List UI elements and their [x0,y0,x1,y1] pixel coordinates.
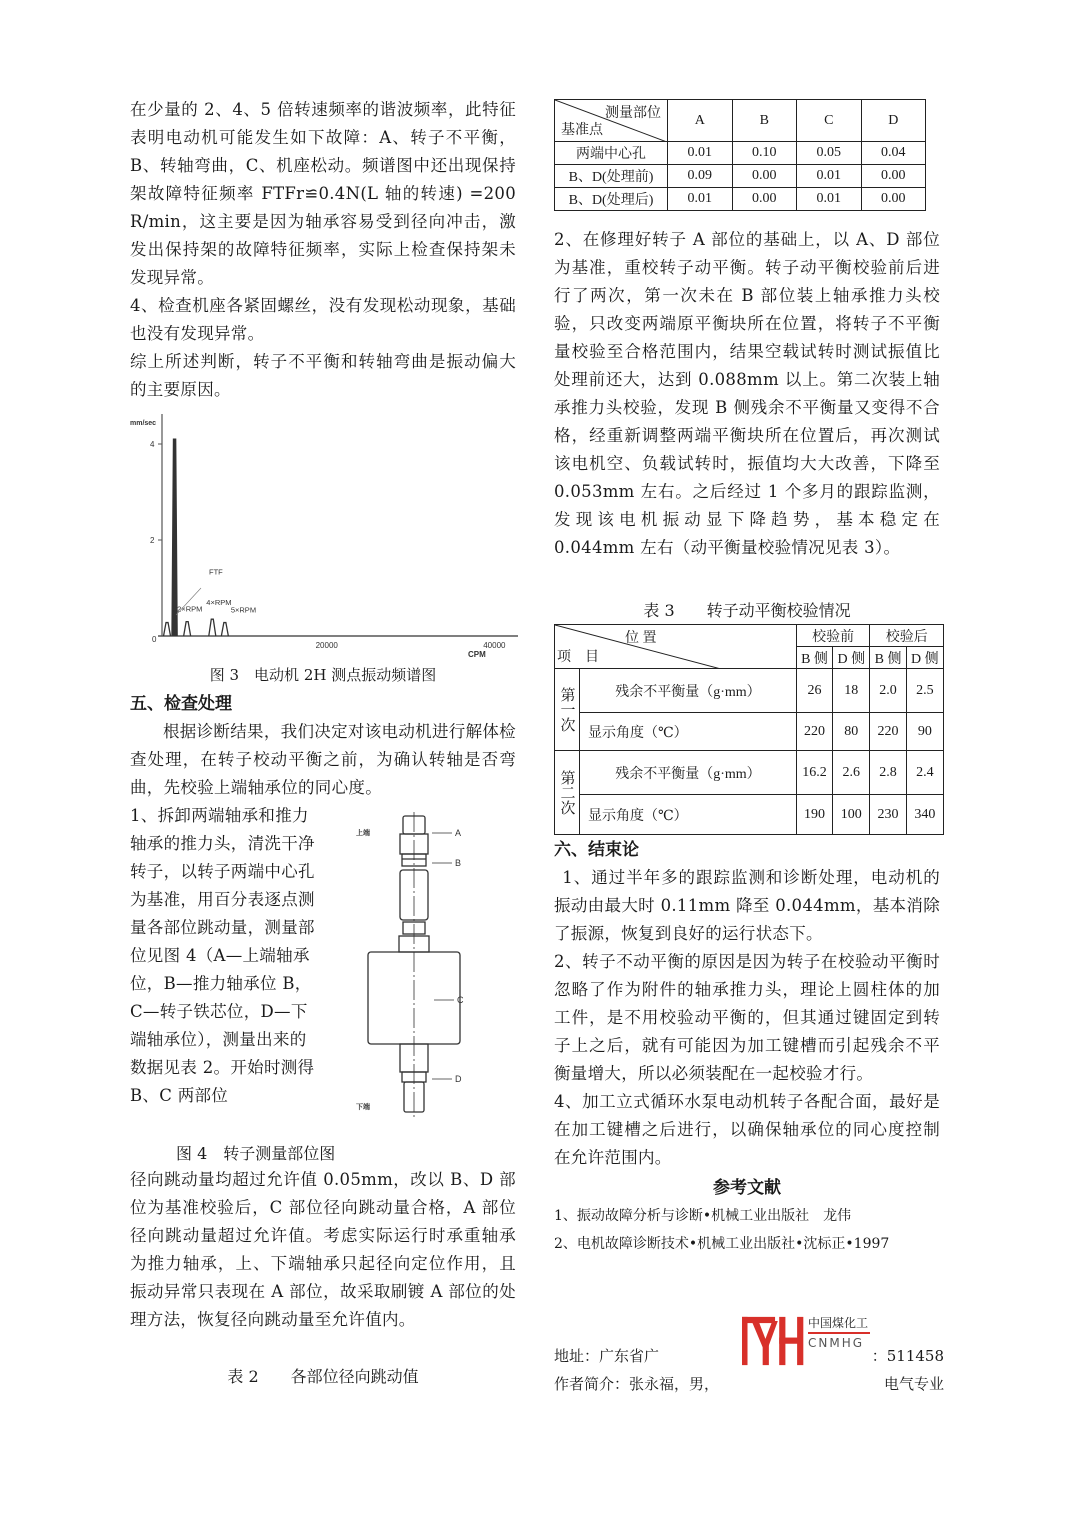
paragraph: 2、转子不动平衡的原因是因为转子在校验动平衡时忽略了作为附件的轴承推力头，理论上圆柱体的加工件，是不用校验动平衡的，但其通过键固定到转子上之后，就有可能因为加工键槽而引起残余不平衡量增大，所以必须装配在一起校验才行。 [554,952,940,1083]
paragraph: 综上所述判断，转子不平衡和转轴弯曲是振动偏大的主要原因。 [130,352,516,399]
author-tail-text: 电气专业 [884,1370,944,1398]
cell: 0.04 [861,142,926,165]
references-title: 参考文献 [713,1178,781,1198]
reference-item: 1、振动故障分析与诊断•机械工业出版社 龙伟 [554,1208,852,1224]
row-label: B、D(处理后) [555,188,668,211]
corner-bottom-label: 项 目 [557,650,599,665]
column-header: D [861,100,926,142]
table-row [555,188,926,211]
table-row [555,142,926,165]
cell: 190 [796,795,832,835]
spectrum-peak [221,623,228,636]
column-header: A [668,100,733,142]
cell: 0.00 [861,188,926,211]
paragraph: 在少量的 2、4、5 倍转速频率的谐波频率，此特征表明电动机可能发生如下故障：A、转子不平衡，B、转轴弯曲，C、机座松动。频谱图中还出现保持架故障特征频率 FTFr≌0.4N(L 轴的转速) =200 R/min，这主要是因为轴承容易受到径向冲击，激发出保持架的故障特征频率，实际上检查保持架未发现异常。 [130,100,516,287]
corner-bottom-label: 基准点 [561,123,603,138]
x-tick-label: 40000 [483,641,506,650]
cell: 0.01 [797,165,862,188]
marker-d-label: D [455,1074,462,1084]
left-column [130,96,516,404]
peak-label: 5×RPM [230,605,257,615]
cell: 2.0 [870,669,906,713]
x-tick-label: 0 [152,635,157,644]
table-row [555,165,926,188]
cell: 220 [796,713,832,751]
author-text: 作者简介：张永福，男， [554,1375,720,1393]
table-2-caption: 表 2 各部位径向跳动值 [227,1367,419,1386]
right-column [554,226,940,562]
cell: 230 [870,795,906,835]
block-label: 第二次 [555,751,580,835]
cell: 340 [906,795,943,835]
watermark-divider [808,1332,870,1334]
cell: 0.00 [732,188,797,211]
cell: 0.05 [797,142,862,165]
arrow-marker-c [434,995,464,1005]
paragraph: 1、通过半年多的跟踪监测和诊断处理，电动机的振动由最大时 0.11mm 降至 0.044mm，基本消除了振源，恢复到良好的运行状态下。 [554,868,940,943]
paragraph: 径向跳动量均超过允许值 0.05mm，改以 B、D 部位为基准校验后，C 部位径向跳动量合格，A 部位径向跳动量超过允许值。考虑实际运行时承重轴承为推力轴承，上、下端轴承只起径向定位作用，且振动异常只表现在 A 部位，故采取刷镀 A 部位的处理方法，恢复径向跳动量至允许值内。 [130,1170,516,1329]
cell: 0.00 [861,165,926,188]
table-row [555,751,944,795]
y-tick-label: 2 [150,536,155,545]
cell: 90 [906,713,943,751]
arrow-marker-b [432,858,461,868]
table-row [555,669,944,713]
item-label: 显示角度（℃） [580,713,797,751]
marker-a-label: A [455,828,462,838]
section-5-cont [130,1166,516,1334]
arrow-marker-d [432,1074,462,1084]
address-text: 地址：广东省广 [554,1347,660,1365]
cell: 0.01 [668,142,733,165]
cell: 0.01 [668,188,733,211]
x-tick-label: 20000 [315,641,338,650]
postcode-text: ：511458 [872,1342,944,1370]
section-5 [130,690,516,802]
table-2-corner [555,100,668,142]
wrapped-text-block [130,802,318,1110]
cell: 0.09 [668,165,733,188]
sub-header: D 侧 [906,647,943,669]
group-header: 校验前 [796,625,870,647]
figure-4-caption: 图 4 转子测量部位图 [176,1144,336,1163]
corner-top-label: 测量部位 [605,106,661,121]
paragraph: 4、检查机座各紧固螺丝，没有发现松动现象，基础也没有发现异常。 [130,296,516,343]
table-3-corner [555,625,797,669]
sub-header: D 侧 [833,647,870,669]
x-axis-label: CPM [468,650,486,659]
peak-label: FTF [209,567,223,577]
section-6 [554,836,940,1258]
table-2 [554,99,926,211]
sub-header: B 侧 [870,647,906,669]
marker-c-label: C [457,995,464,1005]
y-axis-label: mm/sec [130,420,157,427]
arrow-marker-a [432,828,461,838]
cell: 2.6 [833,751,870,795]
cell: 2.4 [906,751,943,795]
top-end-label: 上端 [356,830,370,837]
cell: 80 [833,713,870,751]
sub-header: B 侧 [796,647,832,669]
reference-item: 2、电机故障诊断技术•机械工业出版社•沈标正•1997 [554,1236,890,1252]
item-label: 残余不平衡量（g·mm） [580,669,797,713]
table-row [555,713,944,751]
cell: 2.5 [906,669,943,713]
cell: 0.00 [732,165,797,188]
section-6-title: 六、结束论 [554,840,639,860]
paragraph: 2、在修理好转子 A 部位的基础上，以 A、D 部位为基准，重校转子动平衡。转子动平衡校验前后进行了两次，第一次未在 B 部位装上轴承推力头校验，只改变两端原平衡块所在位置，将转子不平衡量校验至合格范围内，结果空载试转时测试振值比处理前还大，达到 0.088mm 以上。第二次装上轴承推力头校验，发现 B 侧残余不平衡量又变得不合格，经重新调整两端平衡块所在位置后，再次测试该电机空、负载试转时，振值均大大改善，下降至 0.053mm 左右。之后经过 1 个多月的跟踪监测，发现该电机振动显下降趋势，基本稳定在 0.044mm 左右（动平衡量校验情况见表 3）。 [554,230,940,557]
cell: 0.10 [732,142,797,165]
column-header: B [732,100,797,142]
spectrum-peak [209,619,216,636]
cell: 18 [833,669,870,713]
row-label: B、D(处理前) [555,165,668,188]
bottom-end-label: 下端 [356,1104,370,1111]
row-label: 两端中心孔 [555,142,668,165]
cell: 16.2 [796,751,832,795]
author-line [554,1370,944,1398]
cell: 220 [870,713,906,751]
item-label: 显示角度（℃） [580,795,797,835]
block-label: 第一次 [555,669,580,751]
cell: 2.8 [870,751,906,795]
cell: 100 [833,795,870,835]
watermark-cn-text: 中国煤化工 [808,1316,869,1330]
spectrum-peak [184,622,191,636]
rotor-diagram [350,812,490,1117]
cell: 26 [796,669,832,713]
cell: 0.01 [797,188,862,211]
section-5-title: 五、检查处理 [130,694,232,714]
spectrum-peak [164,623,171,636]
table-3-caption: 表 3 转子动平衡校验情况 [643,601,851,620]
spectrum-chart [128,410,528,660]
corner-top-label: 位 置 [625,631,657,646]
marker-b-label: B [455,858,462,868]
peak-label: 2×RPM [177,604,203,614]
paragraph: 1、拆卸两端轴承和推力轴承的推力头，清洗干净转子，以转子两端中心孔为基准，用百分表逐点测量各部位跳动量，测量部位见图 4（A—上端轴承位，B—推力轴承位 B，C—转子铁芯位，D—下端轴承位），测量出来的数据见表 2。开始时测得 B、C 两部位 [130,806,315,1105]
address-line [554,1342,944,1370]
paragraph: 根据诊断结果，我们决定对该电动机进行解体检查处理，在转子校动平衡之前，为确认转轴是否弯曲，先校验上端轴承位的同心度。 [130,722,516,797]
figure-3-caption: 图 3 电动机 2H 测点振动频谱图 [209,666,437,684]
paragraph: 4、加工立式循环水泵电动机转子各配合面，最好是在加工键槽之后进行，以确保轴承位的同心度控制在允许范围内。 [554,1092,940,1167]
y-tick-label: 4 [150,440,155,449]
table-3 [554,624,944,835]
item-label: 残余不平衡量（g·mm） [580,751,797,795]
peak-label: 4×RPM [206,598,232,608]
watermark-en-text: CNMHG [808,1336,865,1350]
group-header: 校验后 [870,625,944,647]
column-header: C [797,100,862,142]
table-row [555,795,944,835]
